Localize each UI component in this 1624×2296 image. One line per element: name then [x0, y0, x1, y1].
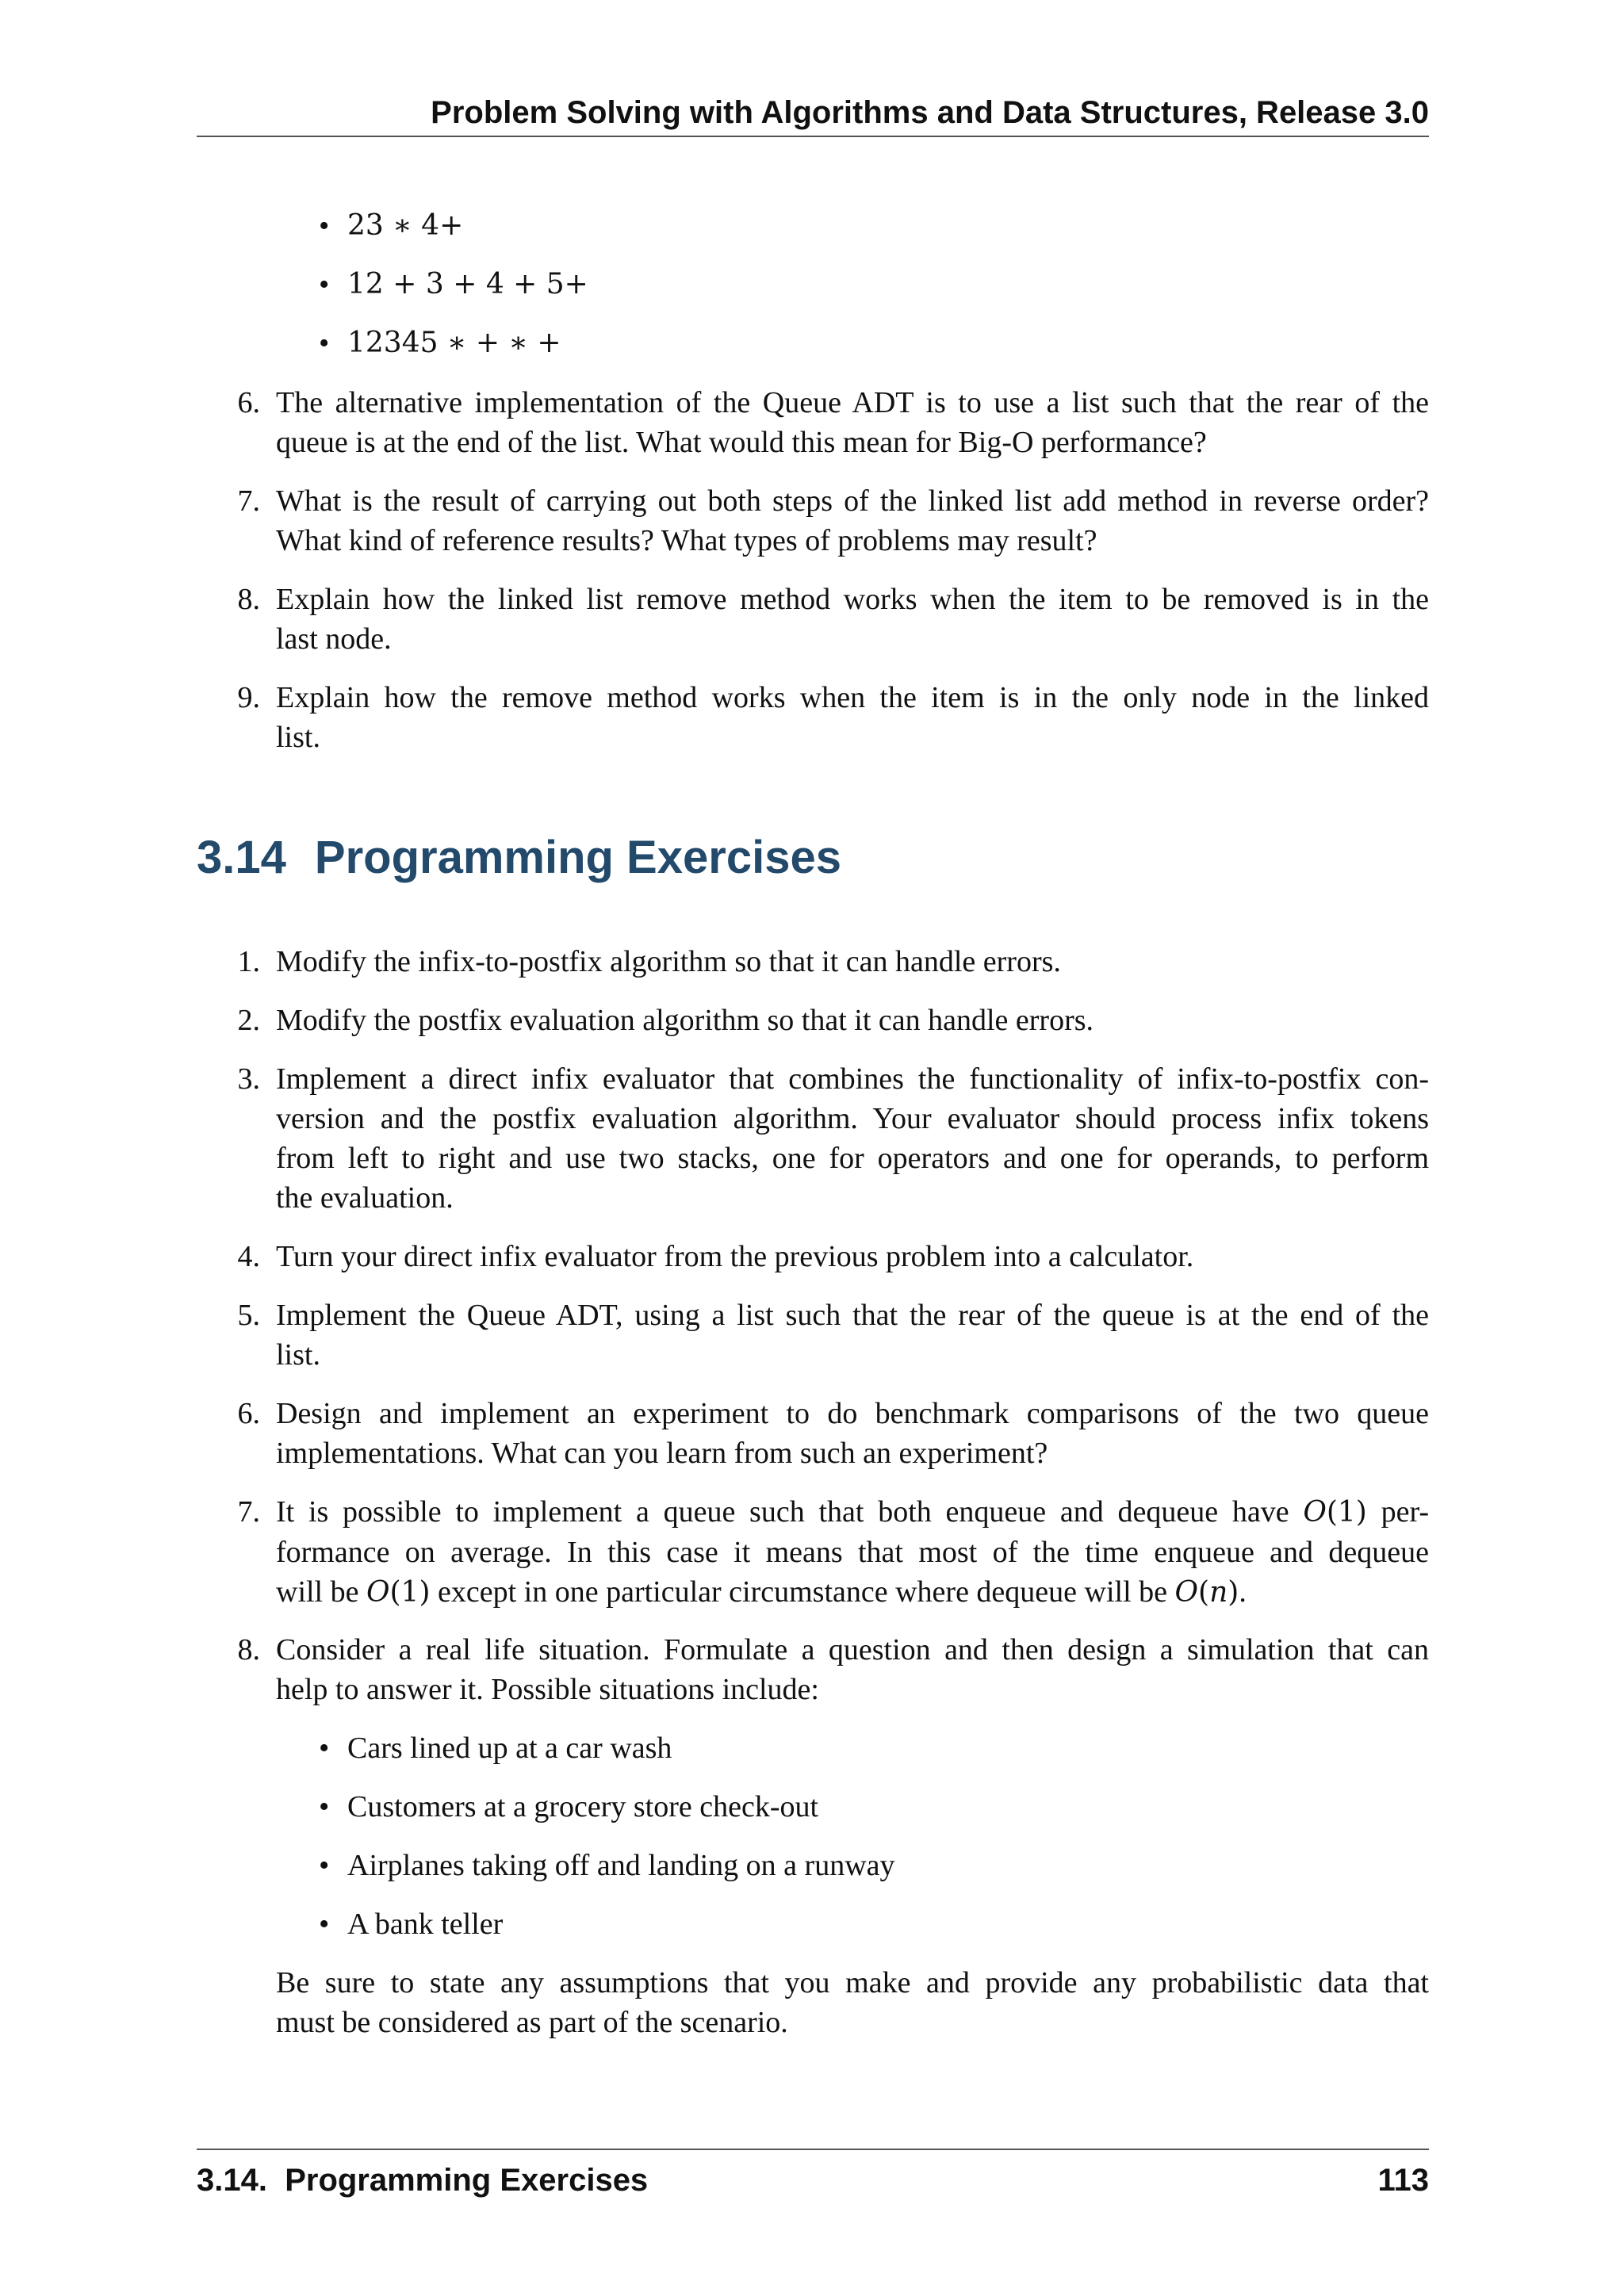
item-text: What is the result of carrying out both steps of the linked list add method in reverse order? What kind of reference results? What types of problems may result? — [276, 484, 1429, 557]
postfix-expression: 12345 ∗ + ∗ + — [347, 327, 561, 359]
item-text: It is possible to implement a queue such that both enqueue and dequeue have O(1) per- formance on average. In this case it means that most of the time enqueue and dequeue will be O(1) except in one particular circumstance where dequeue will be O(n). — [276, 1495, 1429, 1609]
item-number: 7. — [237, 1495, 260, 1529]
page: Problem Solving with Algorithms and Data Structures, Release 3.0 • 23 ∗ 4+ • 12 + 3 + 4 + 5+ • 12345 ∗ + ∗ + 6. The alternative implementation of the Queue ADT is to use a list such that the rear of the queue is at the end of the list. What would this mean for Big-O performance? 7. What is the result of carrying out both steps of the linked list add method in reverse order? What kind of reference results? What types of problems may result? 8. Explain how the linked list remove method works when the item to be removed is in the last node. 9. Explain how the remove method works when the item is in the only node in the linked list. 3.14 Programming Exercises 1. Modify the infix-to-postfix algorithm so that it can handle errors. 2. Modify the postfix evaluation algorithm so that it can handle errors. 3. Implement a direct infix evaluator that combines the functionality of infix-to-postfix con- version and the postfix evaluation algorithm. Your evaluator should process infix tokens from left to right and use two stacks, one for operators and one for operands, to perform the evaluation. 4. Turn your direct infix evaluator from the previous problem into a calculator. 5. Implement the Queue ADT, using a list such that the rear of the queue is at the end of the list. 6. Design and implement an experiment to do benchmark comparisons of the two queue implementations. What can you learn from such an experiment? 7. It is possible to implement a queue such that both enqueue and dequeue have O(1) per- formance on average. In this case it means that most of the time enqueue and dequeue will be O(1) except in one particular circumstance where dequeue will be O(n). 8. Consider a real life situation. Formulate a question and then design a simulation that can help to answer it. Possible situations include: • Cars lined up at a car wash • Customers at a grocery store check-out • Airplanes taking off and landing on a runway • A bank teller Be sure to state any assumptions that you make and provide any probabilistic data that must be considered as part of the scenario. 3.14. Programming Exercises 113 — [0, 0, 1624, 2296]
section-heading — [197, 829, 841, 886]
bullet-glyph: • — [319, 327, 330, 360]
item-number: 4. — [237, 1240, 260, 1273]
running-footer — [197, 2156, 1429, 2204]
item-text: Consider a real life situation. Formulate a question and then design a simulation that can help to answer it. Possible situations include: — [276, 1633, 1429, 1706]
big-o-symbol: O — [1174, 1576, 1199, 1609]
bullet-glyph: • — [319, 209, 330, 243]
item-number: 5. — [237, 1299, 260, 1332]
footer-rule — [197, 2149, 1429, 2150]
item-number: 6. — [237, 386, 260, 419]
item-text: Design and implement an experiment to do benchmark comparisons of the two queue implementations. What can you learn from such an experiment? — [276, 1397, 1429, 1470]
closing-paragraph: Be sure to state any assumptions that you make and provide any probabilistic data that must be considered as part of the scenario. — [276, 1966, 1429, 2039]
item-text: Explain how the linked list remove method works when the item to be removed is in the last node. — [276, 583, 1429, 656]
item-text: Explain how the remove method works when the item is in the only node in the linked list. — [276, 681, 1429, 754]
header-rule — [197, 136, 1429, 137]
postfix-expression: 23 ∗ 4+ — [347, 209, 464, 242]
bullet-glyph: • — [319, 1732, 330, 1765]
big-o-symbol: O — [1303, 1496, 1327, 1529]
item-text: The alternative implementation of the Queue ADT is to use a list such that the rear of the queue is at the end of the list. What would this mean for Big-O performance? — [276, 386, 1429, 459]
section-title: Programming Exercises — [314, 832, 841, 883]
running-header: Problem Solving with Algorithms and Data Structures, Release 3.0 — [431, 95, 1429, 130]
page-number: 113 — [1377, 2163, 1429, 2198]
bullet-glyph: • — [319, 1908, 330, 1941]
item-text: Modify the postfix evaluation algorithm so that it can handle errors. — [276, 1004, 1094, 1037]
section-number: 3.14 — [197, 832, 286, 883]
item-number: 7. — [237, 484, 260, 518]
item-number: 8. — [237, 583, 260, 616]
item-number: 2. — [237, 1004, 260, 1037]
big-o-symbol: O — [366, 1576, 390, 1609]
postfix-expression: 12 + 3 + 4 + 5+ — [347, 268, 588, 300]
item-number: 8. — [237, 1633, 260, 1667]
footer-section-label: 3.14. Programming Exercises — [197, 2163, 649, 2198]
item-number: 9. — [237, 681, 260, 714]
item-text: Modify the infix-to-postfix algorithm so that it can handle errors. — [276, 945, 1061, 978]
item-text: Turn your direct infix evaluator from the previous problem into a calculator. — [276, 1240, 1194, 1273]
bullet-glyph: • — [319, 1790, 330, 1823]
bullet-glyph: • — [319, 1849, 330, 1882]
bullet-glyph: • — [319, 268, 330, 301]
item-number: 6. — [237, 1397, 260, 1430]
item-number: 1. — [237, 945, 260, 978]
item-number: 3. — [237, 1062, 260, 1096]
item-text: Implement a direct infix evaluator that combines the functionality of infix-to-postfix con- version and the postfix evaluation algorithm. Your evaluator should process infix tokens from left to right and use two stacks, one for operators and one for operands, to perform the evaluation. — [276, 1062, 1429, 1215]
item-text: Implement the Queue ADT, using a list such that the rear of the queue is at the end of the list. — [276, 1299, 1429, 1372]
